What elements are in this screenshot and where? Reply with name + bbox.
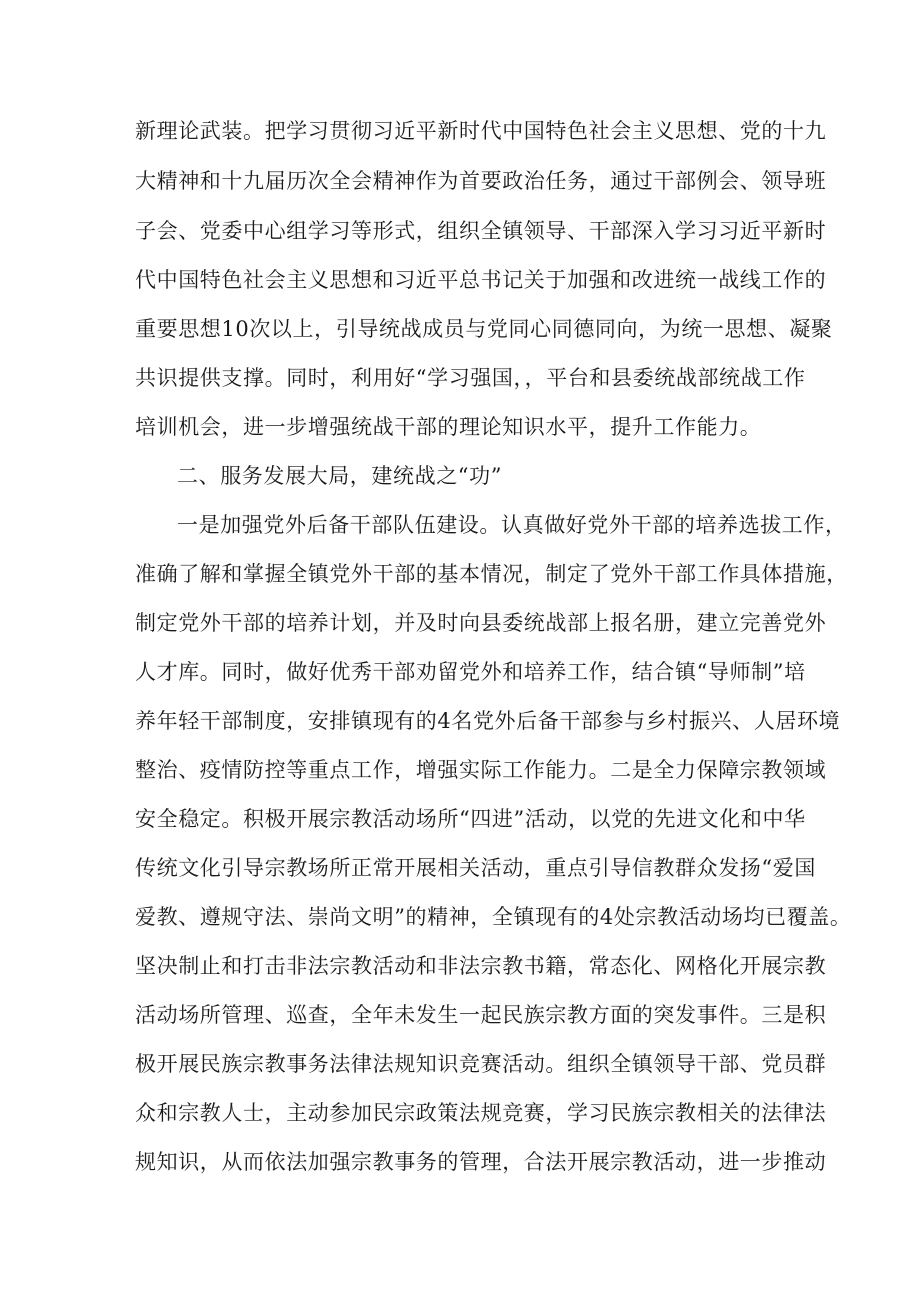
paragraph-line: 培训机会，进一步增强统战干部的理论知识水平，提升工作能力。	[135, 415, 762, 439]
section-heading: 二、服务发展大局，建统战之“功”	[177, 464, 503, 488]
paragraph-line: 养年轻干部制度，安排镇现有的4名党外后备干部参与乡村振兴、人居环境	[135, 709, 841, 733]
paragraph-line: 制定党外干部的培养计划，并及时向县委统战部上报名册，建立完善党外	[135, 611, 827, 635]
paragraph-line: 爱教、遵规守法、崇尚文明”的精神，全镇现有的4处宗教活动场均已覆盖。	[135, 905, 852, 929]
paragraph-line: 规知识，从而依法加强宗教事务的管理，合法开展宗教活动，进一步推动	[135, 1150, 827, 1174]
paragraph-line: 代中国特色社会主义思想和习近平总书记关于加强和改进统一战线工作的	[135, 268, 827, 292]
paragraph-line: 安全稳定。积极开展宗教活动场所“四进”活动，以党的先进文化和中华	[135, 807, 806, 831]
paragraph-line: 新理论武装。把学习贯彻习近平新时代中国特色社会主义思想、党的十九	[135, 119, 827, 143]
paragraph-line: 共识提供支撑。同时，利用好“学习强国，，平台和县委统战部统战工作	[135, 366, 806, 390]
paragraph-line: 极开展民族宗教事务法律法规知识竞赛活动。组织全镇领导干部、党员群	[135, 1052, 827, 1076]
paragraph-line: 子会、党委中心组学习等形式，组织全镇领导、干部深入学习习近平新时	[135, 219, 827, 243]
paragraph-line: 整治、疫情防控等重点工作，增强实际工作能力。二是全力保障宗教领域	[135, 758, 827, 782]
paragraph-line: 坚决制止和打击非法宗教活动和非法宗教书籍，常态化、网格化开展宗教	[135, 954, 827, 978]
paragraph-line: 人才库。同时，做好优秀干部劝留党外和培养工作，结合镇“导师制”培	[135, 660, 806, 684]
paragraph-line: 重要思想10次以上，引导统战成员与党同心同德同向，为统一思想、凝聚	[135, 317, 833, 341]
paragraph-line: 一是加强党外后备干部队伍建设。认真做好党外干部的培养选拔工作，	[177, 513, 847, 537]
paragraph-line: 传统文化引导宗教场所正常开展相关活动，重点引导信教群众发扬“爱国	[135, 856, 816, 880]
paragraph-line: 准确了解和掌握全镇党外干部的基本情况，制定了党外干部工作具体措施，	[135, 562, 848, 586]
paragraph-line: 大精神和十九届历次全会精神作为首要政治任务，通过干部例会、领导班	[135, 169, 827, 193]
paragraph-line: 众和宗教人士，主动参加民宗政策法规竞赛，学习民族宗教相关的法律法	[135, 1101, 827, 1125]
paragraph-line: 活动场所管理、巡查，全年未发生一起民族宗教方面的突发事件。三是积	[135, 1003, 827, 1027]
